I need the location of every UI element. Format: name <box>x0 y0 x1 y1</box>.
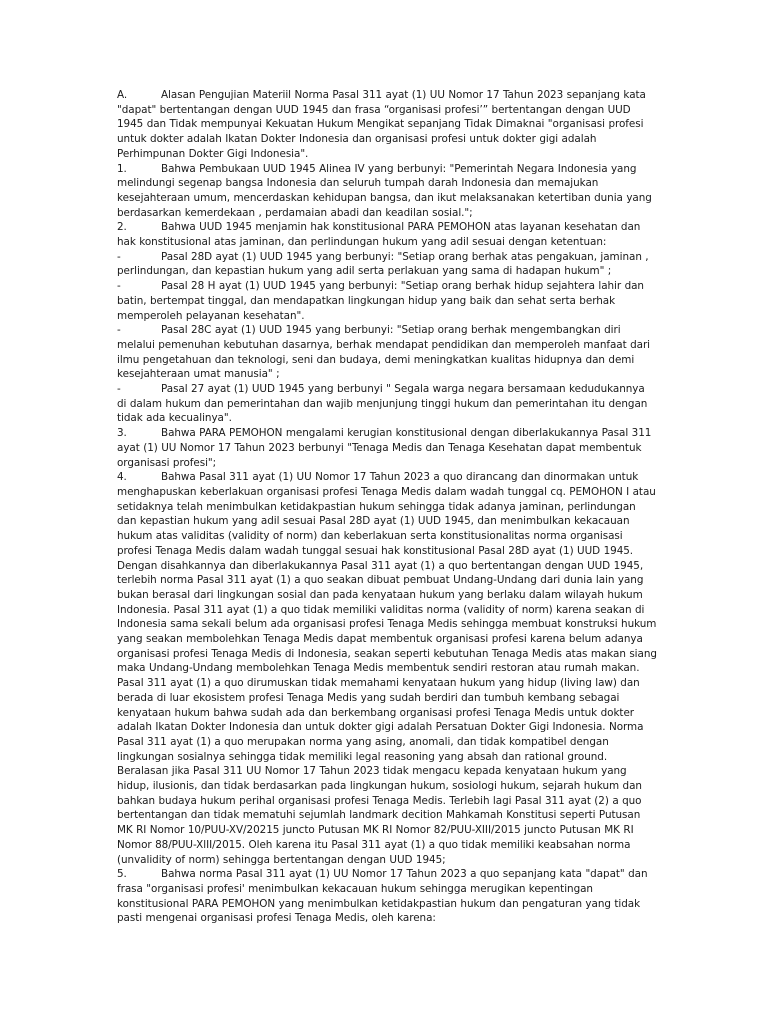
paragraph-text: Bahwa norma Pasal 311 ayat (1) UU Nomor 17 Tahun 2023 a quo sepanjang kata "dapat" dan frasa "organisasi profesi' menimbulkan kekacauan hukum sehingga merugikan kepentingan konstitusional PARA PEMOHON yang menimbulkan ketidakpastian hukum dan pengaturan yang tidak pasti mengenai organisasi profesi Tenaga Medis, oleh karena: <box>117 868 648 925</box>
paragraph-lead: 2. <box>117 221 127 234</box>
paragraph-lead: A. <box>117 89 128 101</box>
paragraph-text: Pasal 28D ayat (1) UUD 1945 yang berbunyi: "Setiap orang berhak atas pengakuan, jaminan , perlindungan, dan kepastian hukum yang adil serta perlakuan yang sama di hadapan hukum" ; <box>117 250 649 278</box>
bullet-dash: - <box>117 280 121 293</box>
bullet-pasal-28d <box>117 250 657 279</box>
paragraph-lead: 5. <box>117 868 127 881</box>
paragraph-lead: 4. <box>117 471 127 484</box>
paragraph-2 <box>117 220 657 249</box>
bullet-dash: - <box>117 250 121 263</box>
paragraph-1 <box>117 162 657 221</box>
paragraph-4 <box>117 470 657 867</box>
paragraph-3 <box>117 426 657 470</box>
bullet-pasal-28c <box>117 323 657 382</box>
bullet-dash: - <box>117 324 121 337</box>
paragraph-lead: 1. <box>117 162 127 175</box>
bullet-pasal-27 <box>117 382 657 426</box>
bullet-pasal-28h <box>117 279 657 323</box>
paragraph-a <box>117 88 657 162</box>
paragraph-text: Bahwa PARA PEMOHON mengalami kerugian konstitusional dengan diberlakukannya Pasal 311 ayat (1) UU Nomor 17 Tahun 2023 berbunyi "Tenaga Medis dan Tenaga Kesehatan dapat membentuk organisasi profesi"; <box>117 427 652 469</box>
paragraph-text: Pasal 27 ayat (1) UUD 1945 yang berbunyi " Segala warga negara bersamaan kedudukannya di dalam hukum dan pemerintahan dan wajib menjunjung tinggi hukum dan pemerintahan itu dengan tidak ada kecualinya". <box>117 383 648 425</box>
paragraph-text: Alasan Pengujian Materiil Norma Pasal 311 ayat (1) UU Nomor 17 Tahun 2023 sepanjang kata "dapat" bertentangan dengan UUD 1945 dan frasa “organisasi profesi’” bertentangan dengan UUD 1945 dan Tidak mempunyai Kekuatan Hukum Mengikat sepanjang Tidak Dimaknai "organisasi profesi untuk dokter adalah Ikatan Dokter Indonesia dan organisasi profesi untuk dokter gigi adalah Perhimpunan Dokter Gigi Indonesia". <box>117 89 646 160</box>
paragraph-text: Bahwa UUD 1945 menjamin hak konstitusional PARA PEMOHON atas layanan kesehatan dan hak konstitusional atas jaminan, dan perlindungan hukum yang adil sesuai dengan ketentuan: <box>117 221 641 249</box>
document-page <box>117 88 657 926</box>
bullet-dash: - <box>117 383 121 396</box>
paragraph-text: Bahwa Pembukaan UUD 1945 Alinea IV yang berbunyi: "Pemerintah Negara Indonesia yang melindungi segenap bangsa Indonesia dan seluruh tumpah darah Indonesia dan memajukan kesejahteraan umum, mencerdaskan kehidupan bangsa, dan ikut melaksanakan ketertiban dunia yang berdasarkan kemerdekaan , perdamaian abadi dan keadilan sosial."; <box>117 162 652 219</box>
paragraph-text: Pasal 28C ayat (1) UUD 1945 yang berbunyi: "Setiap orang berhak mengembangkan diri melalui pemenuhan kebutuhan dasarnya, berhak mendapat pendidikan dan memperoleh manfaat dari ilmu pengetahuan dan teknologi, seni dan budaya, demi meningkatkan kualitas hidupnya dan demi kesejahteraan umat manusia" ; <box>117 324 650 381</box>
paragraph-text: Pasal 28 H ayat (1) UUD 1945 yang berbunyi: "Setiap orang berhak hidup sejahtera lahir dan batin, bertempat tinggal, dan mendapatkan lingkungan hidup yang baik dan sehat serta berhak memperoleh pelayanan kesehatan". <box>117 280 644 322</box>
paragraph-text: Bahwa Pasal 311 ayat (1) UU Nomor 17 Tahun 2023 a quo dirancang dan dinormakan untuk menghapuskan keberlakuan organisasi profesi Tenaga Medis dalam wadah tunggal cq. PEMOHON I atau setidaknya telah menimbulkan ketidakpastian hukum sehingga tidak adanya jaminan, perlindungan dan kepastian hukum yang adil sesuai Pasal 28D ayat (1) UUD 1945, dan menimbulkan kekacauan hukum atas validitas (validity of norm) dan keberlakuan serta konstitusionalitas norma organisasi profesi Tenaga Medis dalam wadah tunggal sesuai hak konstitusional Pasal 28D ayat (1) UUD 1945. Dengan disahkannya dan diberlakukannya Pasal 311 ayat (1) a quo bertentangan dengan UUD 1945, terlebih norma Pasal 311 ayat (1) a quo seakan dibuat pembuat Undang-Undang dari dunia lain yang bukan berasal dari lingkungan sosial dan pada kenyataan hukum yang berlaku dalam wilayah hukum Indonesia. Pasal 311 ayat (1) a quo tidak memiliki validitas norma (validity of norm) karena seakan di Indonesia sama sekali belum ada organisasi profesi Tenaga Medis sehingga membuat konstruksi hukum yang seakan membolehkan Tenaga Medis dapat membentuk organisasi profesi karena belum adanya organisasi profesi Tenaga Medis di Indonesia, seakan seperti kebutuhan Tenaga Medis atas makan siang maka Undang-Undang membolehkan Tenaga Medis membentuk sendiri restoran atau rumah makan. Pasal 311 ayat (1) a quo dirumuskan tidak memahami kenyataan hukum yang hidup (living law) dan berada di luar ekosistem profesi Tenaga Medis yang sudah berdiri dan tumbuh kembang sebagai kenyataan hukum bahwa sudah ada dan berkembang organisasi profesi Tenaga Medis untuk dokter adalah Ikatan Dokter Indonesia dan untuk dokter gigi adalah Persatuan Dokter Gigi Indonesia. Norma Pasal 311 ayat (1) a quo merupakan norma yang asing, anomali, dan tidak kompatibel dengan lingkungan sosialnya sehingga tidak memiliki legal reasoning yang absah dan rational ground. Beralasan jika Pasal 311 UU Nomor 17 Tahun 2023 tidak mengacu kepada kenyataan hukum yang hidup, ilusionis, dan tidak berdasarkan pada lingkungan hukum, sosiologi hukum, sejarah hukum dan bahkan budaya hukum perihal organisasi profesi Tenaga Medis. Terlebih lagi Pasal 311 ayat (2) a quo bertentangan dan tidak mematuhi sejumlah landmark decition Mahkamah Konstitusi seperti Putusan MK RI Nomor 10/PUU-XV/20215 juncto Putusan MK RI Nomor 82/PUU-XIII/2015 juncto Putusan MK RI Nomor 88/PUU-XlII/2015. Oleh karena itu Pasal 311 ayat (1) a quo tidak memiliki keabsahan norma (unvalidity of norm) sehingga bertentangan dengan UUD 1945; <box>117 471 657 866</box>
paragraph-5 <box>117 867 657 926</box>
paragraph-lead: 3. <box>117 427 127 440</box>
